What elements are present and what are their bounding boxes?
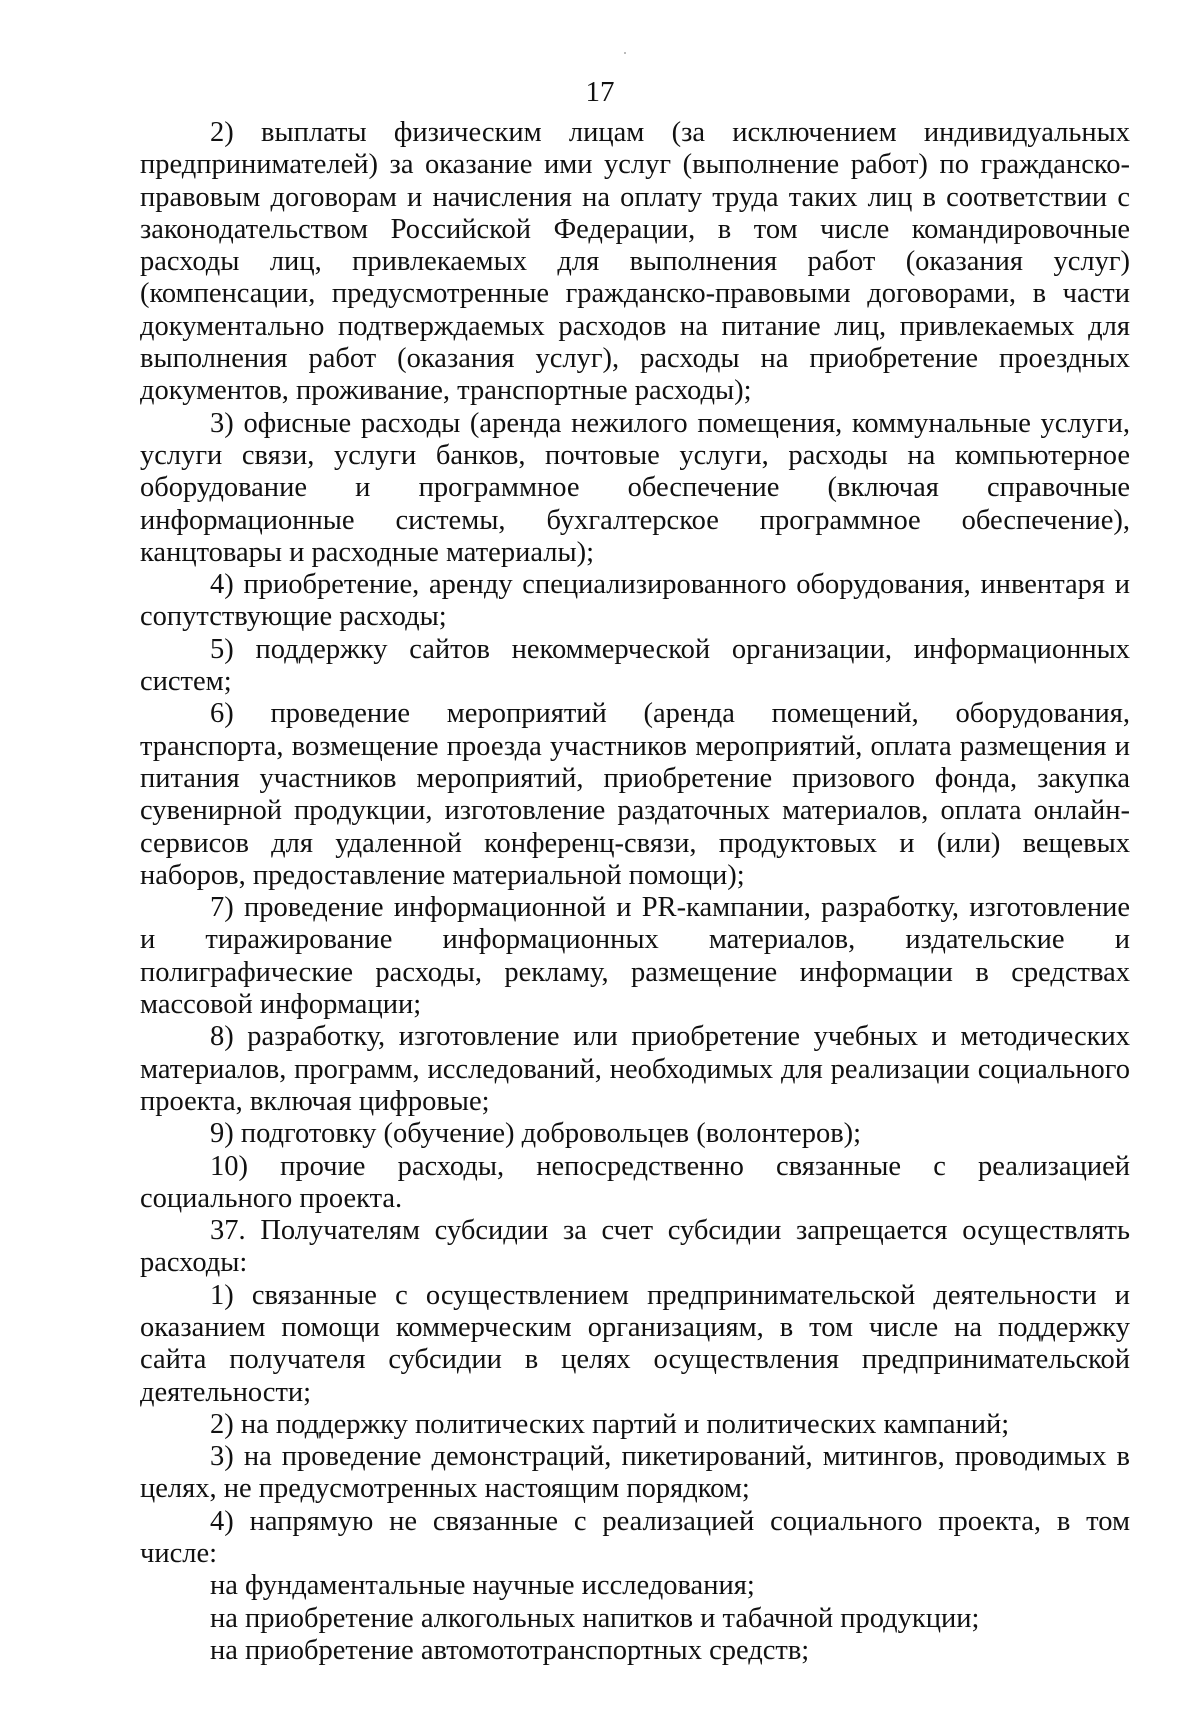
- document-body: [140, 117, 1130, 1667]
- scan-artifact: [624, 52, 626, 54]
- paragraph-item-9-volunteers: 9) подготовку (обучение) добровольцев (волонтеров);: [210, 1118, 862, 1150]
- paragraph-item-4-equipment: 4) приобретение, аренду специализированного оборудования, инвентаря и сопутствующие расходы;: [140, 569, 1130, 633]
- page-number: 17: [585, 76, 615, 108]
- paragraph-item-7-pr-campaign: 7) проведение информационной и PR-кампании, разработку, изготовление и тиражирование информационных материалов, издательские и полиграфические расходы, рекламу, размещение информации в средствах массовой информации;: [140, 892, 1130, 1021]
- paragraph-section-37: 37. Получателям субсидии за счет субсидии запрещается осуществлять расходы:: [140, 1215, 1130, 1279]
- paragraph-prohibited-2: 2) на поддержку политических партий и политических кампаний;: [210, 1408, 1010, 1440]
- paragraph-subitem-alcohol-tobacco: на приобретение алкогольных напитков и табачной продукции;: [210, 1602, 980, 1634]
- paragraph-item-3-office-expenses: 3) офисные расходы (аренда нежилого помещения, коммунальные услуги, услуги связи, услуги банков, почтовые услуги, расходы на компьютерное оборудование и программное обеспечение (включая справочные информационные системы, бухгалтерское программное обеспечение), канцтовары и расходные материалы);: [140, 407, 1130, 568]
- paragraph-prohibited-3: 3) на проведение демонстраций, пикетирований, митингов, проводимых в целях, не предусмотренных настоящим порядком;: [140, 1441, 1130, 1505]
- paragraph-item-6-events: 6) проведение мероприятий (аренда помещений, оборудования, транспорта, возмещение проезда участников мероприятий, оплата размещения и питания участников мероприятий, приобретение призового фонда, закупка сувенирной продукции, изготовление раздаточных материалов, оплата онлайн-сервисов для удаленной конференц-связи, продуктовых и (или) вещевых наборов, предоставление материальной помощи);: [140, 698, 1130, 891]
- paragraph-item-8-materials: 8) разработку, изготовление или приобретение учебных и методических материалов, программ, исследований, необходимых для реализации социального проекта, включая цифровые;: [140, 1021, 1130, 1117]
- paragraph-prohibited-4: 4) напрямую не связанные с реализацией социального проекта, в том числе:: [140, 1505, 1130, 1570]
- paragraph-prohibited-1: 1) связанные с осуществлением предпринимательской деятельности и оказанием помощи коммерческим организациям, в том числе на поддержку сайта получателя субсидии в целях осуществления предпринимательской деятельности;: [140, 1279, 1130, 1408]
- paragraph-item-10-other: 10) прочие расходы, непосредственно связанные с реализацией социального проекта.: [140, 1150, 1130, 1214]
- paragraph-subitem-research: на фундаментальные научные исследования;: [210, 1570, 755, 1602]
- paragraph-item-2-payments: 2) выплаты физическим лицам (за исключением индивидуальных предпринимателей) за оказание ими услуг (выполнение работ) по гражданско-правовым договорам и начисления на оплату труда таких лиц в соответствии с законодательством Российской Федерации, в том числе командировочные расходы лиц, привлекаемых для выполнения работ (оказания услуг) (компенсации, предусмотренные гражданско-правовыми договорами, в части документально подтверждаемых расходов на питание лиц, привлекаемых для выполнения работ (оказания услуг), расходы на приобретение проездных документов, проживание, транспортные расходы);: [140, 117, 1130, 407]
- paragraph-item-5-websites: 5) поддержку сайтов некоммерческой организации, информационных систем;: [140, 633, 1130, 698]
- paragraph-subitem-vehicles: на приобретение автомототранспортных средств;: [210, 1634, 810, 1666]
